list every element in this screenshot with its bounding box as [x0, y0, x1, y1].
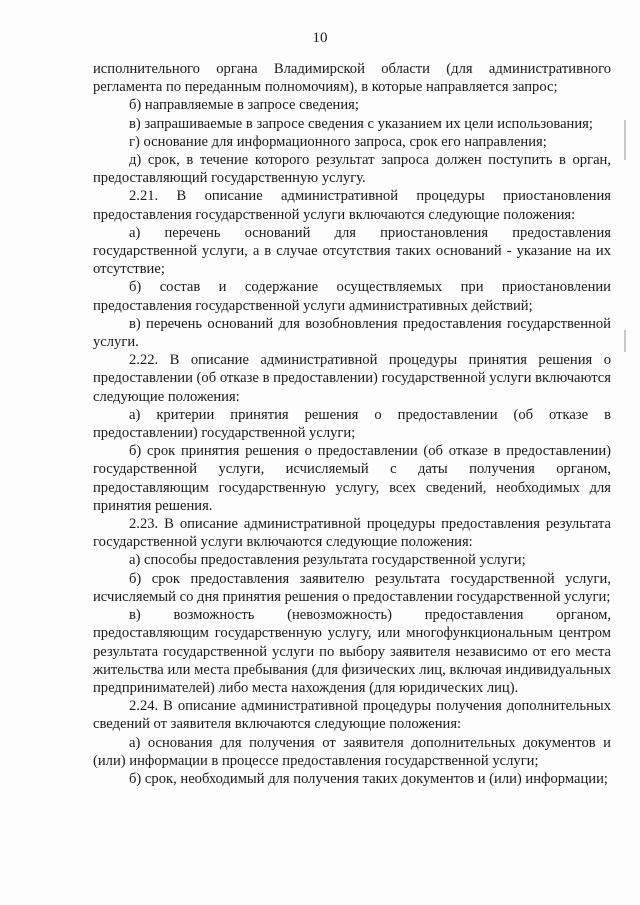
paragraph: в) перечень оснований для возобновления предоставления государственной услуги.: [93, 315, 611, 351]
scan-artifact: [624, 120, 626, 160]
section-2-21: 2.21. В описание административной процедуры приостановления предоставления государственной услуги включаются следующие положения:: [93, 188, 611, 223]
paragraph: исполнительного органа Владимирской области (для административного регламента по переданным полномочиям), в которые направляется запрос;: [93, 61, 611, 96]
paragraph: в) запрашиваемые в запросе сведения с указанием их цели использования;: [129, 115, 593, 132]
section-2-22: 2.22. В описание административной процедуры принятия решения о предоставлении (об отказе в предоставлении) государственной услуги включаются следующие положения:: [93, 352, 611, 405]
paragraph: а) основания для получения от заявителя дополнительных документов и (или) информации в процессе предоставления государственной услуги;: [93, 734, 611, 769]
paragraph: г) основание для информационного запроса, срок его направления;: [129, 133, 547, 150]
paragraph: б) срок предоставления заявителю результата государственной услуги, исчисляемый со дня принятия решения о предоставлении государственной услуги;: [93, 570, 611, 605]
paragraph: б) срок принятия решения о предоставлении (об отказе в предоставлении) государственной услуги, исчисляемый с даты получения органом, предоставляющим государственную услугу, всех сведений, необходимых для принятия решения.: [93, 443, 611, 514]
paragraph: б) состав и содержание осуществляемых при приостановлении предоставления государственной услуги административных действий;: [93, 279, 611, 314]
paragraph: в) возможность (невозможность) предоставления органом, предоставляющим государственную услугу, или многофункциональным центром результата государственной услуги по выбору заявителя независимо от его места жительства или места пребывания (для физических лиц, включая индивидуальных предпринимателей) либо места нахождения (для юридических лиц).: [93, 607, 611, 696]
paragraph: а) способы предоставления результата государственной услуги;: [129, 552, 526, 569]
paragraph: д) срок, в течение которого результат запроса должен поступить в орган, предоставляющий государственную услугу.: [93, 152, 611, 187]
paragraph: а) перечень оснований для приостановления предоставления государственной услуги, а в случае отсутствия таких оснований - указание на их отсутствие;: [93, 224, 611, 278]
section-2-23: 2.23. В описание административной процедуры предоставления результата государственной услуги включаются следующие положения:: [93, 516, 611, 551]
document-text: [93, 60, 611, 788]
scan-artifact: [624, 330, 626, 352]
paragraph: а) критерии принятия решения о предоставлении (об отказе в предоставлении) государственной услуги;: [93, 406, 611, 442]
paragraph: б) срок, необходимый для получения таких документов и (или) информации;: [129, 770, 608, 787]
paragraph: б) направляемые в запросе сведения;: [129, 97, 359, 114]
section-2-24: 2.24. В описание административной процедуры получения дополнительных сведений от заявителя включаются следующие положения:: [93, 698, 611, 733]
page-number: 10: [312, 30, 328, 46]
